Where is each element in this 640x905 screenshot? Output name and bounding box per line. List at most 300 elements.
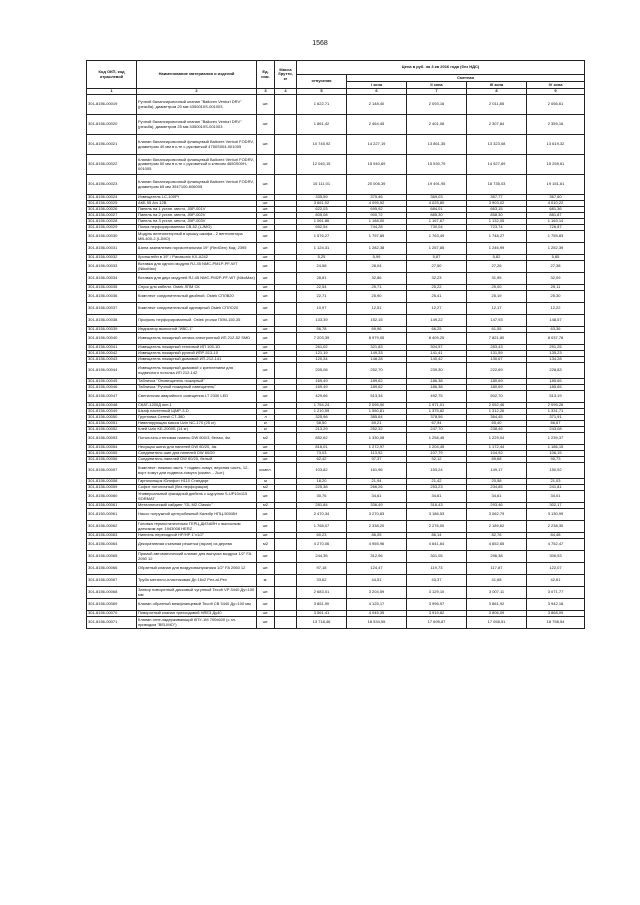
table-row [87,115,585,135]
mass-cell [275,333,297,345]
price-zone-3: 2 307,84 [467,115,527,135]
release-price: 225,38 [297,485,347,491]
price-zone-2: 15 530,79 [407,155,467,175]
column-number: 1 [87,89,137,95]
price-zone-1: 2 095,90 [347,403,407,409]
unit-cell: шт. [257,225,275,231]
product-code: 301-8156-00047 [87,391,137,403]
price-zone-2: 153,24 [407,463,467,479]
release-price: 18,20 [297,479,347,485]
unit-cell: шт. [257,563,275,575]
product-name: Софит потолочный (без перфорации) [137,485,257,491]
release-price: 3 851,90 [297,599,347,611]
product-code: 301-8156-00063 [87,533,137,539]
unit-cell: шт. [257,385,275,391]
table-row [87,175,585,195]
price-zone-3: 4 652,65 [467,539,527,551]
price-zone-4: 25,30 [527,291,585,303]
product-name: Комплект соединительный двойной. Ostek СПЛВ20 [137,291,257,303]
unit-cell: шт. [257,457,275,463]
price-zone-1: 1 330,08 [347,433,407,445]
release-price: 12 040,15 [297,155,347,175]
price-zone-3: 25,00 [467,285,527,291]
price-zone-3: 41,68 [467,575,527,587]
product-code: 301-8156-00035 [87,285,137,291]
release-price: 10 745,92 [297,135,347,155]
product-code: 301-8156-00060 [87,491,137,503]
mass-cell [275,491,297,503]
price-zone-3: 17 058,51 [467,617,527,629]
unit-cell: шт. [257,255,275,261]
release-price: 622,03 [297,207,347,213]
unit-cell: шт. [257,273,275,285]
unit-cell: шт. [257,533,275,539]
product-code: 301-8156-00069 [87,599,137,611]
table-row [87,231,585,243]
price-zone-2: 2 093,16 [407,95,467,115]
product-code: 301-8156-00044 [87,363,137,379]
price-zone-1: 312,96 [347,551,407,563]
price-zone-4: 84,48 [527,533,585,539]
header-name: Наименование материалов и изделий [137,61,257,89]
price-zone-3: 234,85 [467,485,527,491]
column-number: 6 [347,89,407,95]
price-zone-4: 18 758,54 [527,617,585,629]
product-name: Труба металло-пластиковая Дн 16х2 Pex-al-Pex [137,575,257,587]
price-zone-2: 885,30 [407,213,467,219]
price-zone-3: 149,17 [467,463,527,479]
unit-cell: шт. [257,521,275,533]
price-zone-2: 253,23 [407,485,467,491]
price-zone-3: 12,17 [467,303,527,315]
price-zone-1: 69,96 [347,327,407,333]
price-zone-1: 4 125,17 [347,599,407,611]
unit-cell: шт. [257,303,275,315]
price-zone-3: 296,38 [467,551,527,563]
page-number: 1568 [312,40,328,47]
price-zone-4: 1 755,83 [527,231,585,243]
price-zone-1: 149,33 [347,351,407,357]
release-price: 60,23 [297,533,347,539]
price-zone-2: 34,61 [407,491,467,503]
mass-cell [275,463,297,479]
product-code: 301-8156-00067 [87,575,137,587]
unit-cell: шт. [257,363,275,379]
product-name: Несущая шина для панелей DW 60/20, 4м [137,445,257,451]
price-zone-2: 43,37 [407,575,467,587]
price-zone-2: 32,23 [407,273,467,285]
release-price: 3 561,41 [297,611,347,617]
price-zone-4: 185,65 [527,379,585,385]
price-zone-4: 371,91 [527,415,585,421]
product-code: 301-8156-00029 [87,225,137,231]
price-zone-3: 222,69 [467,363,527,379]
column-number: 2 [137,89,257,95]
price-zone-1: 44,51 [347,575,407,587]
release-price: 28,81 [297,273,347,285]
release-price: 10,97 [297,303,347,315]
price-zone-2: 67,94 [407,421,467,427]
price-zone-2: 301,05 [407,551,467,563]
price-zone-3: 34,61 [467,491,527,503]
price-zone-2: 2 276,00 [407,521,467,533]
table-header [87,61,585,95]
price-zone-1: 12,51 [347,303,407,315]
product-code: 301-8156-00036 [87,291,137,303]
release-price: 3 661,02 [297,201,347,207]
price-zone-1: 152,15 [347,315,407,327]
price-zone-1: 252,70 [347,363,407,379]
price-zone-1: 124,47 [347,563,407,575]
product-name: Извещатель пожарный дымовой с креплением для подвесного потолка ИП 212-142 [137,363,257,379]
product-name: Клей Uzin KE-2000S (14 кг) [137,427,257,433]
release-price: 335,59 [297,195,347,201]
price-zone-3: 14 927,69 [467,155,527,175]
column-number: 7 [407,89,467,95]
unit-cell: шт. [257,213,275,219]
product-name: Панель на 1 устан. место, JBP-001V [137,207,257,213]
price-zone-2: 3 919,82 [407,611,467,617]
price-zone-1: 1 188,00 [347,219,407,225]
unit-cell: шт. [257,617,275,629]
product-name: Панель на 2 устан. места, JBP-002V [137,213,257,219]
release-price: 30,76 [297,491,347,503]
price-zone-1: 252,32 [347,427,407,433]
column-number: 5 [297,89,347,95]
price-zone-4: 3 868,09 [527,611,585,617]
product-name: Светильник аварийного освещения LT 2330 LED [137,391,257,403]
mass-cell [275,95,297,115]
price-zone-4: 21,03 [527,479,585,485]
price-zone-3: 2 052,46 [467,403,527,409]
table-row [87,363,585,379]
price-zone-3: 18 735,03 [467,175,527,195]
price-zone-2: 119,73 [407,563,467,575]
table-row [87,303,585,315]
price-zone-4: 122,07 [527,563,585,575]
price-zone-2: 141,41 [407,351,467,357]
release-price: 816,01 [297,445,347,451]
price-zone-3: 858,30 [467,213,527,219]
price-zone-1: 695,92 [347,207,407,213]
price-zone-4: 4 752,47 [527,539,585,551]
release-price: 281,84 [297,503,347,509]
price-zone-2: 86,14 [407,533,467,539]
product-code: 301-8156-00061 [87,503,137,509]
price-zone-1: 4 955,96 [347,539,407,551]
price-zone-2: 1 258,45 [407,433,467,445]
product-code: 301-8156-00055 [87,451,137,457]
product-code: 301-8156-00034 [87,273,137,285]
release-price: 1 061,86 [297,219,347,225]
release-price: 97,18 [297,563,347,575]
unit-cell: л [257,415,275,421]
product-name: Табличка "Оповещатель пожарный" [137,379,257,385]
mass-cell [275,175,297,195]
mass-cell [275,521,297,533]
product-name: Клапан балансировочный фланцевый Ballorex Venturi FODRV, диаметром 50 мм в к-те с руковиткой и ключом 4650S00H-001005 [137,155,257,175]
header-estimate: Сметная [347,75,585,82]
price-zone-1: 69,21 [347,421,407,427]
unit-cell: шт. [257,327,275,333]
mass-cell [275,291,297,303]
table-row [87,575,585,587]
price-zone-3: 238,46 [467,427,527,433]
product-name: Кронштейн в 19" / Panasonic KX-A242 [137,255,257,261]
product-name: Комплект: нижняя часть + подвес-хомут, верхняя часть, 12-ворт хомут для подвеса-хомута (компл. - 2шт.) [137,463,257,479]
product-code: 301-8156-00030 [87,231,137,243]
price-zone-4: 367,60 [527,195,585,201]
price-zone-2: 27,50 [407,261,467,273]
mass-cell [275,261,297,273]
price-zone-3: 1 246,99 [467,243,527,255]
price-zone-4: 241,81 [527,485,585,491]
price-zone-2: 1 763,49 [407,231,467,243]
release-price: 56,78 [297,327,347,333]
product-name: Извещатель пожарный оптико-электронный ИП 212-52 SMD [137,333,257,345]
product-name: Профиль перфорированный. Ostek уголки ПЛМ-150,35 [137,315,257,327]
price-zone-1: 266,26 [347,485,407,491]
price-zone-3: 131,59 [467,351,527,357]
price-zone-1: 375,46 [347,195,407,201]
release-price: 1 210,59 [297,409,347,415]
unit-cell: м2 [257,503,275,509]
price-zone-1: 1 272,97 [347,445,407,451]
price-zone-2: 8 409,25 [407,333,467,345]
price-zone-4: 106,15 [527,451,585,457]
release-price: 22,54 [297,285,347,291]
price-zone-3: 61,55 [467,327,527,333]
release-price: 213,29 [297,427,347,433]
mass-cell [275,599,297,611]
product-name: Клапан обратный межфланцевый Tecofi CB 3440 Ду=100 мм [137,599,257,611]
price-zone-2: 140,42 [407,357,467,363]
price-zone-4: 302,17 [527,503,585,509]
release-price: 24,58 [297,261,347,273]
unit-cell: шт. [257,333,275,345]
product-name: Металлический сайдинг "GL M2 Classic" [137,503,257,509]
unit-cell: м [257,479,275,485]
product-code: 301-8156-00025 [87,201,137,207]
table-row [87,291,585,303]
mass-cell [275,231,297,243]
column-number: 8 [467,89,527,95]
product-name: Ручной балансировочный клапан "Ballorex Venturi DRV" (резьба), диаметром 20 мм 4350010S-001003 [137,95,257,115]
price-zone-1: 4 045,35 [347,611,407,617]
product-code: 301-8156-00039 [87,327,137,333]
product-name: Насос погружной центробежный Калибр НПЦ-500/8Н [137,509,257,521]
product-code: 301-8156-00024 [87,195,137,201]
price-zone-1: 161,96 [347,463,407,479]
price-zone-2: 92,12 [407,457,467,463]
release-price: 120,34 [297,357,347,363]
product-code: 301-8156-00053 [87,433,137,445]
price-zone-2: 730,04 [407,225,467,231]
unit-cell: шт. [257,195,275,201]
price-zone-4: 291,25 [527,345,585,351]
release-price: 1 622,71 [297,95,347,115]
unit-cell: шт. [257,201,275,207]
product-code: 301-8156-00049 [87,409,137,415]
header-code: Код ОКП, код отраслевой [87,61,137,89]
release-price: 1 124,31 [297,243,347,255]
mass-cell [275,155,297,175]
product-name: Поворотный клапан трехходовой HRE3 Ду40 [137,611,257,617]
product-code: 301-8156-00019 [87,95,137,115]
unit-cell: шт. [257,611,275,617]
product-code: 301-8156-00066 [87,563,137,575]
column-number: 3 [257,89,275,95]
price-zone-2: 4 025,80 [407,201,467,207]
price-zone-3: 104,92 [467,451,527,457]
price-zone-1: 744,28 [347,225,407,231]
unit-cell: шт. [257,491,275,503]
price-zone-3: 2 011,85 [467,95,527,115]
price-zone-4: 135,23 [527,351,585,357]
price-zone-1: 3 270,83 [347,509,407,521]
unit-cell: м2 [257,433,275,445]
price-zone-4: 148,57 [527,315,585,327]
unit-cell: шт. [257,451,275,457]
price-zone-2: 1 204,45 [407,445,467,451]
header-mass: Масса брутто, кг [275,61,297,89]
table-row [87,551,585,563]
unit-cell: шт. [257,175,275,195]
table-row [87,599,585,611]
price-zone-2: 5,87 [407,255,467,261]
price-zone-1: 148,28 [347,357,407,363]
price-zone-4: 1 239,37 [527,433,585,445]
price-zone-2: 3 129,10 [407,587,467,599]
price-zone-2: 247,70 [407,427,467,433]
mass-cell [275,539,297,551]
table-row [87,587,585,599]
price-zone-3: 663,15 [467,207,527,213]
unit-cell: шт. [257,95,275,115]
product-code: 301-8156-00046 [87,385,137,391]
price-zone-4: 13 619,32 [527,135,585,155]
product-name: Клапан балансировочный фланцевый Ballorex Venturi FODRV, диаметром 65 мм 3947100-606005 [137,175,257,195]
mass-cell [275,509,297,521]
table-row [87,261,585,273]
price-zone-4: 19 151,61 [527,175,585,195]
unit-cell: шт. [257,409,275,415]
unit-cell: шт. [257,551,275,563]
table-row [87,243,585,255]
unit-cell: шт. [257,509,275,521]
price-zone-1: 15 940,69 [347,155,407,175]
mass-cell [275,391,297,403]
release-price: 169,49 [297,379,347,385]
price-zone-3: 65,40 [467,421,527,427]
release-price: 1 861,42 [297,115,347,135]
product-name: Извещатель пожарный ручной ИПР-513-10 [137,351,257,357]
header-price-group: Цена в руб. на 3 кв 2016 года (без НДС) [297,61,585,75]
price-zone-1: 25,71 [347,285,407,291]
product-name: Гарнизонщик Юлифон Н110 Стандарт [137,479,257,485]
unit-cell: шт. [257,135,275,155]
product-name: Комплект соединительный одинарный Ostek СПЛО20 [137,303,257,315]
price-zone-2: 1 167,67 [407,219,467,225]
price-zone-3: 117,87 [467,563,527,575]
price-zone-3: 13 323,08 [467,135,527,155]
table-row [87,95,585,115]
price-zone-4: 881,87 [527,213,585,219]
price-zone-2: 3 186,53 [407,509,467,521]
unit-cell: шт. [257,351,275,357]
price-zone-1: 2 148,40 [347,95,407,115]
unit-cell: шт. [257,599,275,611]
price-zone-2: 239,30 [407,363,467,379]
price-zone-1: 21,94 [347,479,407,485]
product-code: 301-8156-00031 [87,243,137,255]
price-zone-4: 228,83 [527,363,585,379]
unit-cell: шт. [257,207,275,213]
product-code: 301-8156-00021 [87,135,137,155]
price-zone-4: 8 037,78 [527,333,585,345]
price-zone-2: 684,01 [407,207,467,213]
price-zone-1: 18 534,55 [347,617,407,629]
product-name: Извещатель LC-100PI [137,195,257,201]
price-zone-3: 20,58 [467,479,527,485]
release-price: 1 754,24 [297,403,347,409]
price-zone-4: 1 163,14 [527,219,585,225]
price-zone-1: 5,99 [347,255,407,261]
header-release: отпускная [297,75,347,89]
release-price: 73,03 [297,451,347,457]
product-code: 301-8156-00028 [87,219,137,225]
product-code: 301-8156-00026 [87,207,137,213]
header-zone-2: II зона [407,82,467,89]
product-name: Шина заземления горизонтальная 19" (RedGen) Код: 2395 [137,243,257,255]
price-zone-4: 15 259,61 [527,155,585,175]
price-zone-4: 1 252,39 [527,243,585,255]
product-code: 301-8156-00040 [87,333,137,345]
price-zone-3: 502,70 [467,391,527,403]
release-price: 205,08 [297,363,347,379]
product-code: 301-8156-00038 [87,315,137,327]
mass-cell [275,135,297,155]
price-zone-1: 336,49 [347,503,407,509]
price-zone-1: 321,83 [347,345,407,351]
price-zone-2: 107,79 [407,451,467,457]
product-name: Головка термостатическая ГЕРЦ-ДИЗАЙН с выносным датчиком арт. 1943008 HERZ [137,521,257,533]
price-zone-4: 34,01 [527,491,585,503]
product-code: 301-8156-00070 [87,611,137,617]
mass-cell [275,363,297,379]
price-zone-1: 34,61 [347,491,407,503]
price-zone-2: 186,38 [407,385,467,391]
price-zone-2: 149,22 [407,315,467,327]
price-zone-3: 89,68 [467,457,527,463]
price-zone-2: 4 641,64 [407,539,467,551]
price-zone-3: 283,43 [467,345,527,351]
product-name: Шкаф настенный ЩМР-3-D [137,409,257,415]
price-table [86,60,585,629]
product-code: 301-8156-00022 [87,155,137,175]
price-zone-2: 369,03 [407,195,467,201]
price-zone-3: 3 062,79 [467,509,527,521]
product-code: 301-8156-00062 [87,521,137,533]
price-zone-4: 66,67 [527,421,585,427]
product-code: 301-8156-00045 [87,379,137,385]
product-code: 301-8150-00061 [87,509,137,521]
unit-cell: м2 [257,485,275,491]
price-zone-1: 113,92 [347,451,407,457]
price-zone-2: 304,57 [407,345,467,351]
price-zone-3: 5,82 [467,255,527,261]
price-zone-2: 13 861,35 [407,135,467,155]
